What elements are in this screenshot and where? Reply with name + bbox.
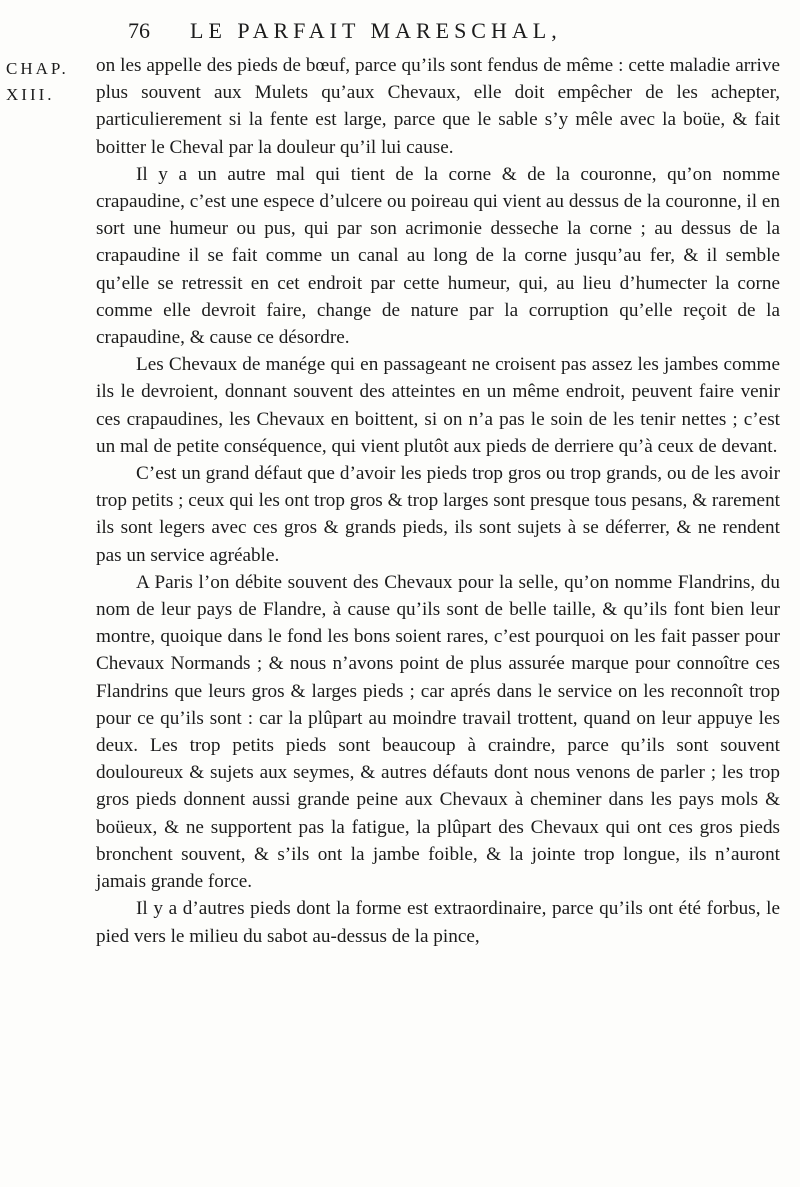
paragraph-crapaudine: Il y a un autre mal qui tient de la corne & de la couronne, qu’on nomme crapaudine, c’est une espece d’ulcere ou poireau qui vient au dessus de la couronne, il en sort une humeur ou pus, qui par son acrimonie desseche la corne ; au dessus de la crapaudine il se fait comme un canal au long de la corne jusqu’au fer, & il semble qu’elle se retressit en cet endroit par cette humeur, qui, au lieu d’humecter la corne comme elle devroit faire, change de nature par la corruption qu’elle reçoit de la crapaudine, & cause ce désordre. [96,163,780,349]
paragraph-manege-horses: Les Chevaux de manége qui en passageant ne croisent pas assez les jambes comme ils le devroient, donnant souvent des atteintes en un même endroit, peuvent faire venir ces crapaudines, les Chevaux en boittent, si on n’a pas le soin de les tenir nettes ; c’est un mal de petite conséquence, qui vient plutôt aux pieds de derriere qu’à ceux de devant. [96,354,780,457]
chapter-margin-note [6,56,86,108]
running-head [128,18,768,50]
chapter-label: CHAP. [6,59,69,78]
paragraph-extraordinary-feet: Il y a d’autres pieds dont la forme est extraordinaire, parce qu’ils ont été forbus, le pied vers le milieu du sabot au-dessus de la pince, [96,898,780,947]
paragraph-foot-size-defect: C’est un grand défaut que d’avoir les pieds trop gros ou trop grands, ou de les avoir trop petits ; ceux qui les ont trop gros & trop larges sont presque tous pesans, & rarement ils sont legers avec ces gros & grands pieds, ils sont sujets à se déferrer, & ne rendent pas un service agréable. [96,463,780,566]
chapter-number: XIII. [6,85,55,104]
paragraph-flandrins: A Paris l’on débite souvent des Chevaux pour la selle, qu’on nomme Flandrins, du nom de leur pays de Flandre, à cause qu’ils sont de belle taille, & qu’ils font bien leur montre, quoique dans le fond les bons soient rares, c’est pourquoi on les fait passer pour Chevaux Normands ; & nous n’avons point de plus assurée marque pour connoître ces Flandrins que leurs gros & larges pieds ; car aprés dans le service on les reconnoît trop pour ce qu’ils sont : car la plûpart au moindre travail trottent, quand on leur appuye les deux. Les trop petits pieds sont beaucoup à craindre, parce qu’ils sont souvent douloureux & sujets aux seymes, & autres défauts dont nous venons de parler ; les trop gros pieds donnent aussi grande peine aux Chevaux à cheminer dans les pays mols & boüeux, & ne supportent pas la fatigue, la plûpart des Chevaux qui ont ces gros pieds bronchent souvent, & s’ils ont la jambe foible, & la jointe trop longue, ils n’auront jamais grande force. [96,571,780,893]
paragraph-continued: on les appelle des pieds de bœuf, parce qu’ils sont fendus de même : cette maladie arrive plus souvent aux Mulets qu’aux Chevaux, elle doit empêcher de les achepter, particulierement si la fente est large, parce que le sable s’y mêle avec la boüe, & fait boitter le Cheval par la douleur qu’il lui cause. [96,55,780,158]
running-head-title: LE PARFAIT MARESCHAL, [190,18,562,43]
body-text [96,52,780,950]
page-number: 76 [128,18,150,43]
